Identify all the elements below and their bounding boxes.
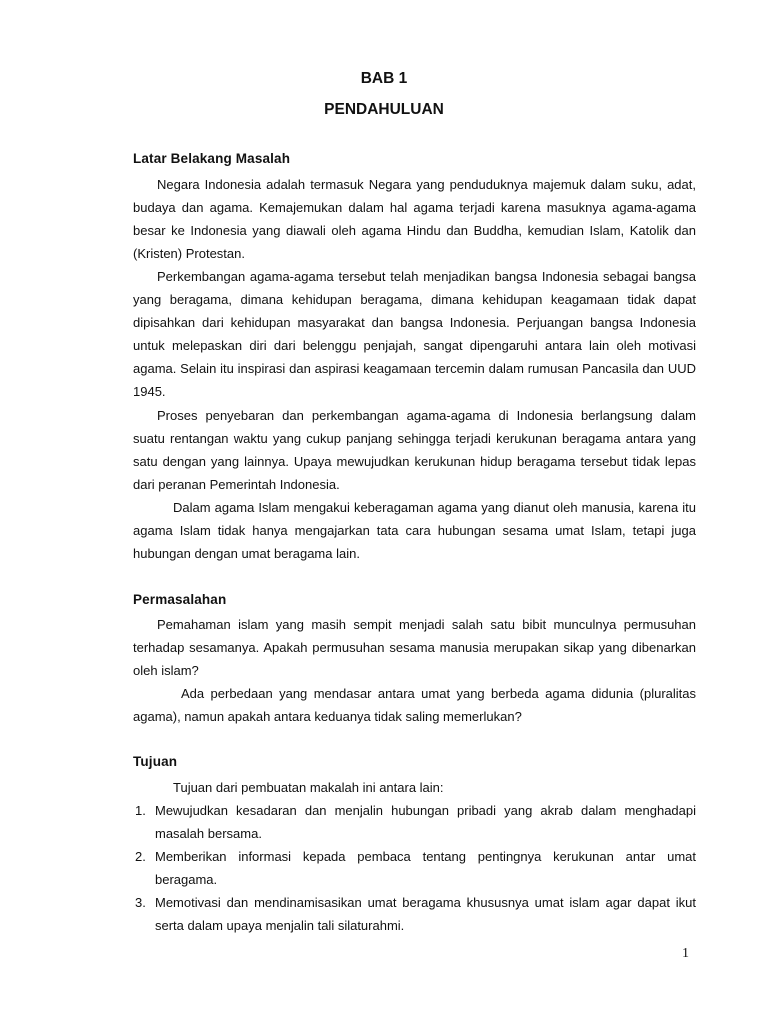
section-heading-tujuan: Tujuan	[133, 754, 178, 769]
chapter-title: PENDAHULUAN	[324, 101, 444, 118]
paragraph: Perkembangan agama-agama tersebut telah menjadikan bangsa Indonesia sebagai bangsa yang beragama, dimana kehidupan beragama, dimana kehidupan keagamaan tidak dapat dipisahkan dari kehidupan masyarakat dan bangsa Indonesia. Perjuangan bangsa Indonesia untuk melepaskan diri dari belenggu penjajah, sangat dipengaruhi antara lain oleh motivasi agama. Selain itu inspirasi dan aspirasi keagamaan tercemin dalam rumusan Pancasila dan UUD 1945.	[133, 269, 696, 400]
paragraph: Pemahaman islam yang masih sempit menjadi salah satu bibit munculnya permusuhan terhadap sesamanya. Apakah permusuhan sesama manusia merupakan sikap yang dibenarkan oleh islam?	[133, 617, 696, 679]
section-heading-permasalahan: Permasalahan	[133, 592, 227, 607]
list-item: 3. Memotivasi dan mendinamisasikan umat beragama khususnya umat islam agar dapat ikut serta dalam upaya menjalin tali silaturahmi.	[135, 895, 696, 934]
paragraph: Ada perbedaan yang mendasar antara umat yang berbeda agama didunia (pluralitas agama), namun apakah antara keduanya tidak saling memerlukan?	[133, 686, 696, 725]
list-item: 1. Mewujudkan kesadaran dan menjalin hubungan pribadi yang akrab dalam menghadapi masalah bersama.	[135, 803, 696, 842]
tujuan-intro: Tujuan dari pembuatan makalah ini antara lain:	[173, 780, 444, 795]
chapter-number: BAB 1	[360, 70, 408, 87]
tujuan-list	[133, 799, 696, 938]
list-item: 2. Memberikan informasi kepada pembaca tentang pentingnya kerukunan antar umat beragama.	[135, 849, 696, 888]
page-number: 1	[682, 946, 689, 961]
section-heading-latar-belakang: Latar Belakang Masalah	[133, 151, 291, 166]
paragraph: Dalam agama Islam mengakui keberagaman agama yang dianut oleh manusia, karena itu agama Islam tidak hanya mengajarkan tata cara hubungan sesama umat Islam, tetapi juga hubungan dengan umat beragama lain.	[133, 500, 696, 562]
paragraph: Proses penyebaran dan perkembangan agama-agama di Indonesia berlangsung dalam suatu rentangan waktu yang cukup panjang sehingga terjadi kerukunan beragama antara yang satu dengan yang lainnya. Upaya mewujudkan kerukunan hidup beragama tersebut tidak lepas dari peranan Pemerintah Indonesia.	[133, 408, 696, 493]
paragraph: Negara Indonesia adalah termasuk Negara yang penduduknya majemuk dalam suku, adat, budaya dan agama. Kemajemukan dalam hal agama terjadi karena masuknya agama-agama besar ke Indonesia yang diawali oleh agama Hindu dan Buddha, kemudian Islam, Katolik dan (Kristen) Protestan.	[133, 177, 696, 262]
